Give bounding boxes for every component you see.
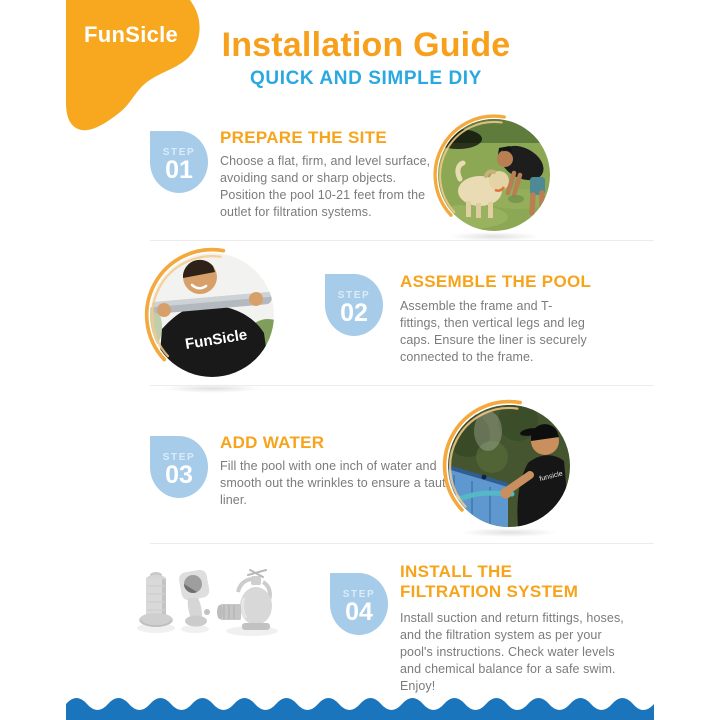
step-3-photo-shadow xyxy=(460,528,558,537)
step-1-photo xyxy=(438,119,550,231)
step-4-label: STEP xyxy=(342,589,376,600)
step-4-number: 04 xyxy=(345,598,373,626)
step-3-label: STEP xyxy=(162,452,196,463)
section-divider-1 xyxy=(150,240,654,241)
step-3-number: 03 xyxy=(165,461,193,489)
water-wave-border xyxy=(66,686,654,720)
header xyxy=(66,26,666,90)
page-subtitle: QUICK AND SIMPLE DIY xyxy=(250,68,482,89)
step-1-body: Choose a flat, firm, and level surface, avoiding sand or sharp objects. Position the pool 10-21 feet from the outlet for filtration systems. xyxy=(220,154,431,219)
svg-text:FunSicle: FunSicle xyxy=(183,326,249,353)
step-2-photo xyxy=(150,253,274,377)
step-1-heading: PREPARE THE SITE xyxy=(220,128,387,147)
man-holding-frame-bar-photo-illustration xyxy=(150,253,274,377)
step-3-body: Fill the pool with one inch of water and smooth out the wrinkles to ensure a taut liner. xyxy=(220,459,446,507)
step-2-body: Assemble the frame and T-fittings, then vertical legs and leg caps. Ensure the liner is securely connected to the frame. xyxy=(400,299,587,364)
section-divider-3 xyxy=(150,543,654,544)
step-3-heading: ADD WATER xyxy=(220,433,325,452)
step-4-badge xyxy=(330,573,388,635)
step-2-heading: ASSEMBLE THE POOL xyxy=(400,272,592,291)
man-with-dog-photo-illustration xyxy=(438,119,550,231)
step-2-badge xyxy=(325,274,383,336)
step-4-heading: INSTALL THE FILTRATION SYSTEM xyxy=(400,562,579,601)
brand-logo: FunSicle xyxy=(84,22,179,47)
step-4-body: Install suction and return fittings, hoses, and the filtration system as per your pool's instructions. Check water levels and chemical balance for a safe swim. Enjoy! xyxy=(400,611,624,693)
step-3-photo xyxy=(448,405,570,527)
svg-text:funsicle: funsicle xyxy=(538,470,564,483)
step-2-label: STEP xyxy=(337,290,371,301)
man-filling-pool-photo-illustration xyxy=(448,405,570,527)
step-1-badge xyxy=(150,131,208,193)
step-3-badge xyxy=(150,436,208,498)
step-4-filtration-products-image xyxy=(132,568,282,640)
page-title: Installation Guide xyxy=(221,26,511,64)
step-1-number: 01 xyxy=(165,156,193,184)
step-2-number: 02 xyxy=(340,299,368,327)
section-divider-2 xyxy=(150,385,654,386)
step-1-label: STEP xyxy=(162,147,196,158)
